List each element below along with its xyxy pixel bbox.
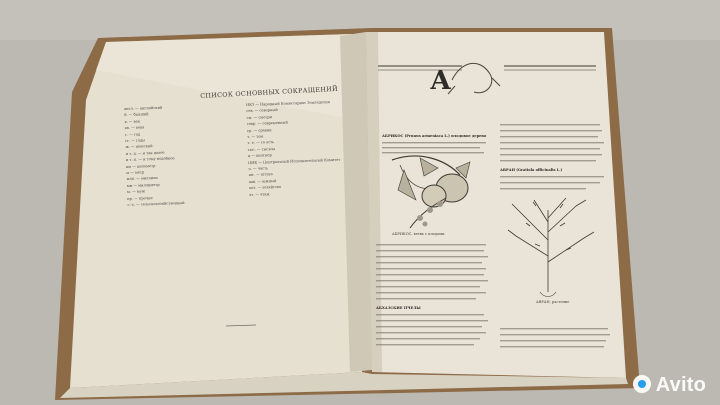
figure-caption: АБРИКОС, ветвь с плодами <box>392 232 445 236</box>
entry-heading: АБХАЗСКИЕ ПЧЕЛЫ <box>376 306 421 310</box>
list-item: км — километр <box>126 163 156 169</box>
list-item: тыс. — тысяча <box>247 146 276 152</box>
avito-watermark <box>631 374 706 397</box>
list-item: ц — центнер <box>247 153 272 159</box>
list-item: пр. — прочие <box>127 195 153 201</box>
list-item: млн. — миллион <box>126 176 158 182</box>
list-item: т. е. — то есть <box>247 140 275 146</box>
list-item: и т. д. — и так далее <box>125 150 165 156</box>
list-item: англ. — английский <box>124 105 163 111</box>
entry-heading: АБРИКОС (Prunus armeniaca L.) плодовое дерево <box>382 134 487 138</box>
list-item: в. — век <box>124 119 141 124</box>
list-item: см. — смотри <box>246 114 273 120</box>
list-item: г. — год <box>124 132 141 137</box>
section-letter-a: А <box>430 66 452 96</box>
left-page-title: СПИСОК ОСНОВНЫХ СОКРАЩЕНИЙ <box>200 84 339 100</box>
watermark-text: Avito <box>655 374 706 396</box>
avito-logo-icon <box>633 375 651 393</box>
list-item: гг. — годы <box>125 138 146 144</box>
list-item: эт. — этаж <box>249 191 270 197</box>
list-item: НКЗ — Народный Комиссариат Земледелия <box>246 100 331 107</box>
list-item: т. — том <box>247 134 264 140</box>
list-item: м. — муж <box>126 189 146 195</box>
list-item: вв. — века <box>124 125 145 131</box>
list-item: шт. — штука <box>248 172 273 178</box>
figure-caption: АВРАН, растение <box>536 300 570 304</box>
list-item: ЦИК — Центральный Исполнительный Комитет <box>248 157 341 165</box>
list-item: ж. — женский <box>125 144 153 150</box>
list-item: совр. — современный <box>246 120 288 127</box>
list-item: м — метр <box>126 170 145 176</box>
list-item: юж. — южный <box>248 178 277 184</box>
list-item: и т. п. — и тому подобное <box>125 156 175 163</box>
list-item: ч. — часть <box>248 166 269 172</box>
list-item: мм — миллиметр <box>126 182 160 188</box>
list-item: сев. — северный <box>246 108 278 114</box>
entry-heading: АВРАН (Gratiola officinalis L.) <box>500 168 563 172</box>
list-item: с.-х. — сельскохозяйственный <box>127 201 185 208</box>
list-item: хоз. — хозяйство <box>248 185 282 191</box>
list-item: ср. — сравни <box>246 127 272 133</box>
list-item: б. — бывший <box>124 112 149 118</box>
